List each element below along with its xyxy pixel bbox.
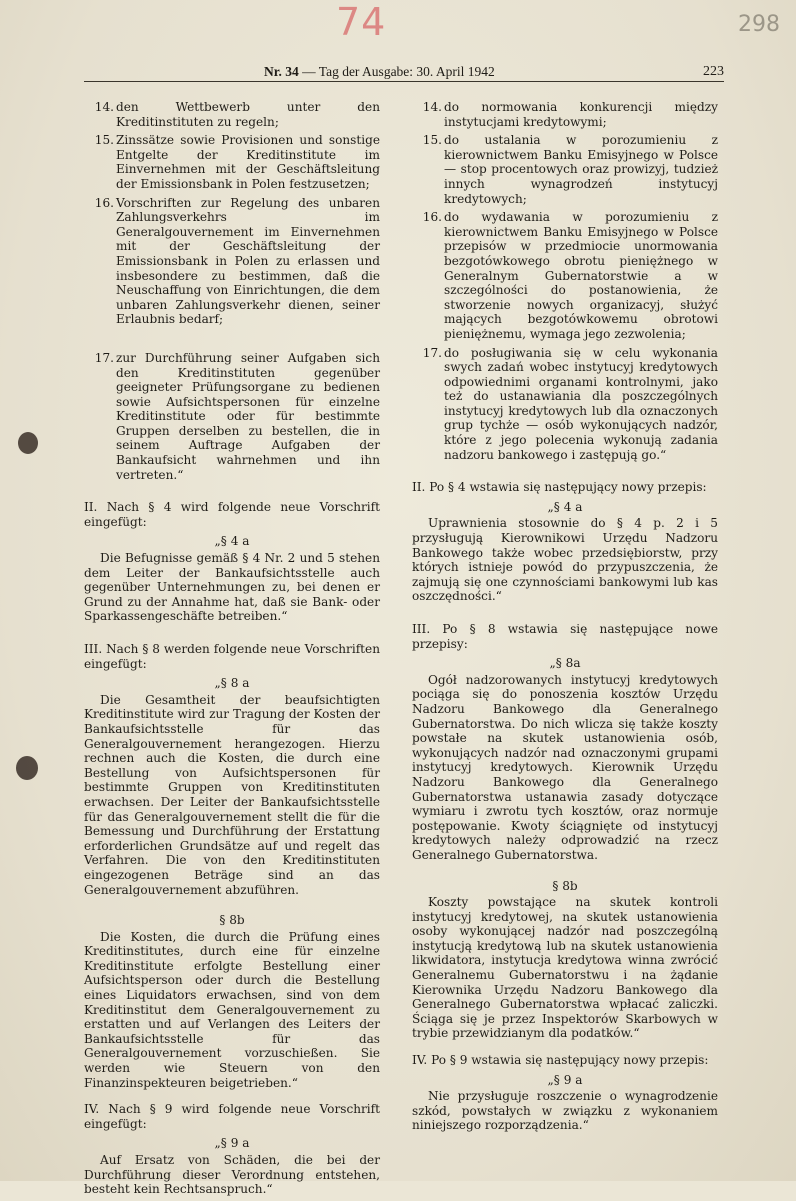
section-4a-text: Die Befugnisse gemäß § 4 Nr. 2 und 5 stehen dem Leiter der Bankaufsichtsstelle auch gegenüber Unternehmungen zu, bei denen er Grund zu der Annahme hat, daß sie Bank- oder Sparkassengeschäfte betreiben.“ (84, 551, 380, 624)
item-15-pl: 15. do ustalania w porozumieniu z kierownictwem Banku Emisyjnego w Polsce — stop procentowych oraz prowizyj, tudzież innych wynagrodzeń instytucyj kredytowych; (422, 133, 718, 206)
section-iii-intro: III. Nach § 8 werden folgende neue Vorschriften eingefügt: (84, 642, 380, 671)
item-17: 17. zur Durchführung seiner Aufgaben sich den Kreditinstituten gegenüber geeigneter Prüfungsorgane zu bedienen sowie Aufsichtspersonen für einzelne Kreditinstitute oder für bestimmte Gruppen derselben zu bestellen, die in seinem Auftrage Aufgaben der Bankaufsicht wahrnehmen und ihn vertreten.“ (94, 350, 380, 482)
section-8b-heading: § 8b (219, 913, 245, 928)
section-8b-heading-pl: § 8b (552, 878, 578, 893)
german-column (84, 100, 380, 1201)
page-header (84, 64, 724, 82)
section-8a-text-pl: Ogół nadzorowanych instytucyj kredytowych pociąga się do ponoszenia kosztów Urzędu Nadzoru Bankowego dla Generalnego Gubernatorstwa. Do nich wlicza się także koszty powstałe na skutek ustanowienia osób, wykonujących nadzór nad oznaczonymi grupami instytucyj kredytowych. Kierownik Urzędu Nadzoru Bankowego dla Generalnego Gubernatorstwa ustanawia zasady dotyczące wymiaru i zwrotu tych kosztów, oraz normuje postępowanie. Kwoty ściągnięte od instytucyj kredytowych należy odprowadzić na rzecz Generalnego Gubernatorstwa. (412, 672, 718, 862)
section-8a-heading: „§ 8 a (214, 676, 250, 691)
page-number: 223 (703, 64, 724, 79)
section-8b-text: Die Kosten, die durch die Prüfung eines Kreditinstitutes, durch eine für einzelne Kreditinstitute erfolgte Bestellung einer Aufsichtsperson oder durch die Bestellung eines Liquidators erwachsen, sind von dem Kreditinstitut dem Generalgouvernement zu erstatten und auf Verlangen des Leiters der Bankaufsichtsstelle für das Generalgouvernement vorzuschießen. Sie werden wie Steuern von den Finanzinspekteuren beigetrieben.“ (84, 929, 380, 1090)
handwritten-corner-number: 298 (738, 12, 780, 37)
section-8b-text-pl: Koszty powstające na skutek kontroli instytucyj kredytowej, na skutek ustanowienia osoby wykonującej nadzór nad poszczególną instytucją kredytową lub na skutek ustanowienia likwidatora, instytucja kredytowa winna zwrócić Generalnemu Gubernatorstwu i na żądanie Kierownika Urzędu Nadzoru Bankowego dla Generalnego Gubernatorstwa wpłacać zaliczki. Ściąga się je przez Inspektorów Skarbowych w trybie przewidzianym dla podatków.“ (412, 895, 718, 1041)
item-16: 16. Vorschriften zur Regelung des unbaren Zahlungsverkehrs im Generalgouvernement im Einvernehmen mit der Geschäftsleitung der Emissionsbank in Polen zu erlassen und insbesondere zu bestimmen, daß die Neuschaffung von Einrichtungen, die dem unbaren Zahlungsverkehr dienen, seiner Erlaubnis bedarf; (94, 195, 380, 327)
section-9a-text-pl: Nie przysługuje roszczenie o wynagrodzenie szkód, powstałych w związku z wykonaniem niniejszego rozporządzenia.“ (412, 1089, 718, 1133)
polish-column (412, 100, 718, 1137)
section-9a-heading-pl: „§ 9 a (547, 1072, 583, 1087)
section-9a-text: Auf Ersatz von Schäden, die bei der Durchführung dieser Verordnung entstehen, besteht kein Rechtsanspruch.“ (84, 1153, 380, 1197)
section-iv-intro: IV. Nach § 9 wird folgende neue Vorschrift eingefügt: (84, 1102, 380, 1131)
ink-stain-lower (16, 756, 38, 780)
handwritten-folio-number: 74 (336, 0, 387, 44)
ink-stain-upper (18, 432, 38, 454)
section-4a-heading-pl: „§ 4 a (547, 499, 583, 514)
section-9a-heading: „§ 9 a (214, 1136, 250, 1151)
item-16-pl: 16. do wydawania w porozumieniu z kierownictwem Banku Emisyjnego w Polsce przepisów w przedmiocie unormowania bezgotówkowego obrotu pieniężnego w Generalnym Gubernatorstwie a w szczególności do postanowienia, że stworzenie nowych organizacyj, służyć mających bezgotówkowemu obrotowi pieniężnemu, wymaga jego zezwolenia; (422, 210, 718, 341)
section-8a-text: Die Gesamtheit der beaufsichtigten Kreditinstitute wird zur Tragung der Kosten der Bankaufsichtsstelle für das Generalgouvernement herangezogen. Hierzu rechnen auch die Kosten, die durch eine Bestellung von Aufsichtspersonen für bestimmte Gruppen von Kreditinstituten erwachsen. Der Leiter der Bankaufsichtsstelle für das Generalgouvernement stellt die für die Bemessung und Durchführung der Erstattung erforderlichen Grundsätze auf und regelt das Verfahren. Die von den Kreditinstituten eingezogenen Beträge sind an das Generalgouvernement abzuführen. (84, 692, 380, 897)
item-15: 15. Zinssätze sowie Provisionen und sonstige Entgelte der Kreditinstitute im Einvernehmen mit der Geschäftsleitung der Emissionsbank in Polen festzusetzen; (94, 133, 380, 191)
section-iv-intro-pl: IV. Po § 9 wstawia się następujący nowy przepis: (412, 1053, 709, 1068)
section-ii-intro-pl: II. Po § 4 wstawia się następujący nowy przepis: (412, 480, 707, 495)
header-rule (84, 81, 724, 82)
item-14: 14. den Wettbewerb unter den Kreditinstituten zu regeln; (94, 100, 380, 129)
issue-date: — Tag der Ausgabe: 30. April 1942 (302, 64, 495, 79)
section-4a-heading: „§ 4 a (214, 534, 250, 549)
section-8a-heading-pl: „§ 8a (549, 656, 581, 671)
header-title (264, 64, 495, 80)
section-iii-intro-pl: III. Po § 8 wstawia się następujące nowe przepisy: (412, 622, 718, 651)
section-ii-intro: II. Nach § 4 wird folgende neue Vorschrift eingefügt: (84, 500, 380, 529)
item-17-pl: 17. do posługiwania się w celu wykonania swych zadań wobec instytucyj kredytowych odpowiednimi organami kontrolnymi, jako też do ustanawiania dla poszczególnych instytucyj kredytowych lub dla oznaczonych grup tychże — osób wykonujących nadzór, które z jego polecenia wykonują zadania nadzoru bankowego i zastępują go.“ (422, 345, 718, 462)
item-14-pl: 14. do normowania konkurencji między instytucjami kredytowymi; (422, 100, 718, 129)
section-4a-text-pl: Uprawnienia stosownie do § 4 p. 2 i 5 przysługują Kierownikowi Urzędu Nadzoru Bankowego także wobec przedsiębiorstw, przy których istnieje powód do przypuszczenia, że zajmują się one czynnościami bankowymi lub kas oszczędności.“ (412, 516, 718, 604)
issue-number: Nr. 34 (264, 64, 299, 79)
